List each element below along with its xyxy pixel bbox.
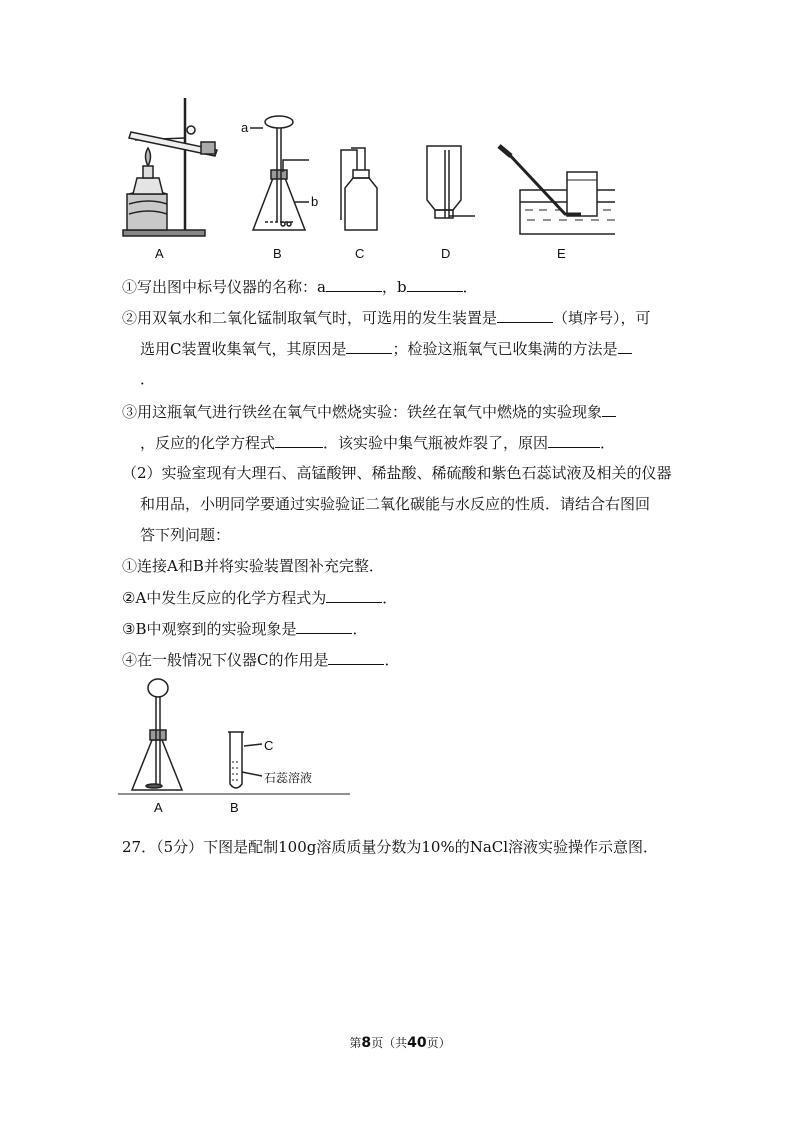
flask-a xyxy=(132,679,182,790)
q2-step3 xyxy=(122,617,368,640)
blank-generator[interactable] xyxy=(497,306,553,323)
q1-l5-pre: ③用这瓶氧气进行铁丝在氧气中燃烧实验：铁丝在氧气中燃烧的实验现象 xyxy=(122,403,603,421)
footer-end: 页） xyxy=(426,1036,451,1050)
q2-line3: 答下列问题： xyxy=(140,526,231,544)
apparatus-c xyxy=(341,148,377,230)
label-d: D xyxy=(441,246,451,261)
apparatus-b xyxy=(250,116,309,230)
q1-l1-end: ． xyxy=(462,278,478,296)
blank-a[interactable] xyxy=(326,275,382,292)
label-e: E xyxy=(557,246,566,261)
q1-line3 xyxy=(140,337,632,360)
test-tube-b xyxy=(228,732,262,788)
label-fig2-c: C xyxy=(264,738,274,753)
label-part-b: b xyxy=(311,194,319,209)
footer-mid: 页（共 xyxy=(371,1036,408,1050)
q2-step2 xyxy=(122,586,397,609)
q2-s2-pre: ②A中发生反应的化学方程式为 xyxy=(122,589,327,607)
page-total: 40 xyxy=(407,1035,427,1051)
q1-line4 xyxy=(140,368,155,390)
q1-l6-pre: ，反应的化学方程式 xyxy=(140,434,276,452)
blank-observation[interactable] xyxy=(296,617,352,634)
label-litmus: 石蕊溶液 xyxy=(264,771,313,785)
q1-l3-pre: 选用C装置收集氧气，其原因是 xyxy=(140,340,347,358)
page-number: 8 xyxy=(361,1035,372,1051)
q2-line1: （2）实验室现有大理石、高锰酸钾、稀盐酸、稀硫酸和紫色石蕊试液及相关的仪器 xyxy=(122,464,672,482)
apparatus-a xyxy=(123,98,217,236)
question-27: 27．（5分）下图是配制100g溶质质量分数为10%的NaCl溶液实验操作示意图． xyxy=(122,838,659,856)
apparatus-d xyxy=(427,146,475,218)
q2-line2: 和用品，小明同学要通过实验验证二氧化碳能与水反应的性质．请结合右图回 xyxy=(140,495,651,513)
page-footer xyxy=(0,1034,800,1051)
q2-s2-end: ． xyxy=(382,589,398,607)
label-a: A xyxy=(155,246,164,261)
blank-crack-reason[interactable] xyxy=(548,431,600,448)
q2-step4 xyxy=(122,648,400,671)
label-c: C xyxy=(355,246,365,261)
apparatus-figure-1 xyxy=(115,90,615,265)
q1-l1-mid: ，b xyxy=(381,278,407,296)
blank-equation[interactable] xyxy=(275,431,323,448)
q1-line5 xyxy=(122,400,616,423)
label-b: B xyxy=(273,246,282,261)
q2-s4-pre: ④在一般情况下仪器C的作用是 xyxy=(122,651,329,669)
blank-instrument-c[interactable] xyxy=(328,648,384,665)
q2-s3-end: ． xyxy=(352,620,368,638)
q1-l6-end: ． xyxy=(600,434,616,452)
q2-s3-pre: ③B中观察到的实验现象是 xyxy=(122,620,297,638)
q1-line1 xyxy=(122,275,478,298)
q1-l2-end: （填序号），可 xyxy=(553,309,651,327)
q2-s4-end: ． xyxy=(384,651,400,669)
q1-l6-mid: ．该实验中集气瓶被炸裂了，原因 xyxy=(323,434,549,452)
blank-reason[interactable] xyxy=(346,337,392,354)
q1-l1-pre: ①写出图中标号仪器的名称：a xyxy=(122,278,326,296)
q2-step1: ①连接A和B并将实验装置图补充完整． xyxy=(122,557,384,575)
label-fig2-a: A xyxy=(154,800,163,815)
blank-b[interactable] xyxy=(407,275,463,292)
footer-pre: 第 xyxy=(349,1036,362,1050)
q1-line2 xyxy=(122,306,651,329)
q1-l2-pre: ②用双氧水和二氧化锰制取氧气时，可选用的发生装置是 xyxy=(122,309,498,327)
label-fig2-b: B xyxy=(230,800,239,815)
label-part-a: a xyxy=(241,120,249,135)
blank-phenomenon[interactable] xyxy=(602,400,616,417)
q1-l3-mid: ；检验这瓶氧气已收集满的方法是 xyxy=(392,340,618,358)
apparatus-figure-2 xyxy=(118,672,358,820)
q1-l4: ． xyxy=(140,370,156,388)
blank-method[interactable] xyxy=(618,337,632,354)
q1-line6 xyxy=(140,431,615,454)
blank-reaction-equation[interactable] xyxy=(326,586,382,603)
apparatus-e xyxy=(499,146,615,234)
